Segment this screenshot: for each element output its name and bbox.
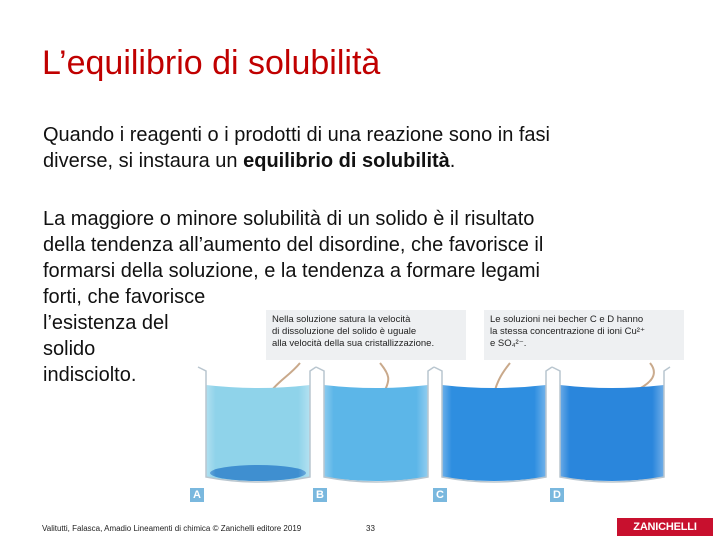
beaker-d [552, 367, 670, 482]
beaker-c [434, 367, 552, 482]
beaker-glass [552, 367, 670, 482]
publisher-logo: ZANICHELLI [617, 518, 713, 536]
body-line: solido [43, 338, 96, 360]
intro-line-2-post: . [449, 150, 456, 172]
intro-line-2 [43, 148, 683, 174]
body-line: della tendenza all’aumento del disordine, che favorisce il [43, 234, 544, 256]
callout-line: Nella soluzione satura la velocità [272, 314, 411, 325]
beaker-label-c: C [433, 488, 447, 502]
callout-line: alla velocità della sua cristallizzazione. [272, 338, 435, 349]
body-line: forti, che favorisce [43, 286, 206, 308]
callout-line: Le soluzioni nei becher C e D hanno [490, 314, 644, 325]
beaker-a [198, 367, 316, 482]
beakers-figure [180, 305, 720, 510]
body-line: indisciolto. [43, 364, 137, 386]
intro-line-1: Quando i reagenti o i prodotti di una reazione sono in fasi [43, 124, 551, 146]
footer-credit: Valitutti, Falasca, Amadio Lineamenti di chimica © Zanichelli editore 2019 [42, 524, 302, 533]
intro-line-2-pre: diverse, si instaura un [43, 150, 244, 172]
callout-line: di dissoluzione del solido è uguale [272, 326, 417, 337]
callout-line: e SO₄²⁻. [490, 338, 527, 349]
beaker-label-b: B [313, 488, 327, 502]
intro-keyword: equilibrio di solubilità [243, 150, 450, 172]
callout-line: la stessa concentrazione di ioni Cu²⁺ [490, 326, 645, 337]
callout-concentration [484, 310, 684, 360]
beaker-glass [434, 367, 552, 482]
beaker-label-a: A [190, 488, 204, 502]
slide-title: L’equilibrio di solubilità [42, 44, 381, 82]
beaker-glass [316, 367, 434, 482]
beaker-label-d: D [550, 488, 564, 502]
page-number: 33 [366, 524, 375, 533]
body-line: La maggiore o minore solubilità di un solido è il risultato [43, 208, 535, 230]
beaker-glass [198, 367, 316, 482]
callout-saturation [266, 310, 466, 360]
intro-paragraph [43, 122, 683, 174]
beaker-b [316, 367, 434, 482]
body-line: formarsi della soluzione, e la tendenza a formare legami [43, 260, 540, 282]
body-line: l’esistenza del [43, 312, 169, 334]
